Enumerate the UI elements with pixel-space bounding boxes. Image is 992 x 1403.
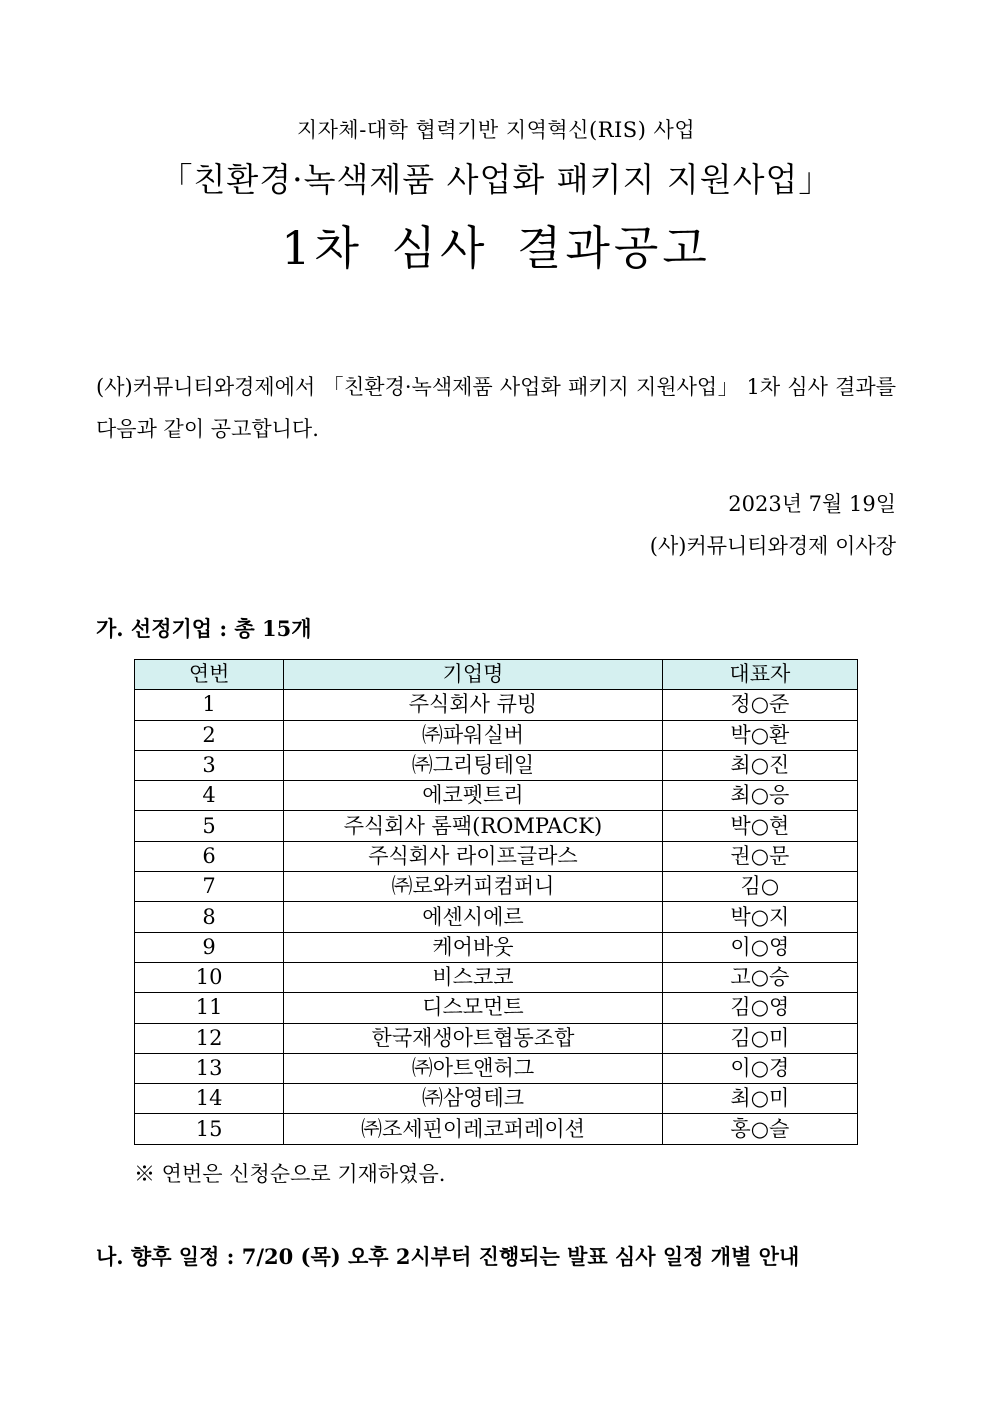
section-b-heading: 나. 향후 일정 : 7/20 (목) 오후 2시부터 진행되는 발표 심사 일정 개별 안내 [96, 1244, 800, 1269]
representative: 최○미 [662, 1084, 857, 1114]
table-row [135, 872, 858, 902]
company-name: 디스모먼트 [284, 993, 663, 1023]
company-name: 주식회사 롬팩(ROMPACK) [284, 811, 663, 841]
table-row [135, 1114, 858, 1144]
table-row [135, 993, 858, 1023]
table-row [135, 1023, 858, 1053]
representative: 권○문 [662, 841, 857, 871]
company-name: ㈜로와커피컴퍼니 [284, 872, 663, 902]
representative: 홍○슬 [662, 1114, 857, 1144]
company-name: ㈜삼영테크 [284, 1084, 663, 1114]
representative: 최○진 [662, 750, 857, 780]
representative: 이○영 [662, 932, 857, 962]
table-header-row [135, 660, 858, 690]
company-name: 한국재생아트협동조합 [284, 1023, 663, 1053]
row-number: 15 [135, 1114, 284, 1144]
row-number: 4 [135, 781, 284, 811]
table-note: ※ 연번은 신청순으로 기재하였음. [134, 1162, 446, 1186]
row-number: 9 [135, 932, 284, 962]
representative: 박○현 [662, 811, 857, 841]
representative: 김○영 [662, 993, 857, 1023]
section-a-heading: 가. 선정기업 : 총 15개 [96, 616, 312, 641]
representative: 고○승 [662, 962, 857, 992]
representative: 이○경 [662, 1053, 857, 1083]
row-number: 13 [135, 1053, 284, 1083]
representative: 김○미 [662, 1023, 857, 1053]
company-name: 에센시에르 [284, 902, 663, 932]
company-name: ㈜그리팅테일 [284, 750, 663, 780]
row-number: 2 [135, 720, 284, 750]
table-row [135, 781, 858, 811]
table-row [135, 1084, 858, 1114]
intro-paragraph: (사)커뮤니티와경제에서 「친환경·녹색제품 사업화 패키지 지원사업」 1차 심사 결과를 다음과 같이 공고합니다. [96, 375, 896, 441]
table-row [135, 720, 858, 750]
row-number: 8 [135, 902, 284, 932]
row-number: 11 [135, 993, 284, 1023]
table-row [135, 841, 858, 871]
program-title: 「친환경·녹색제품 사업화 패키지 지원사업」 [159, 160, 833, 199]
table-row [135, 1053, 858, 1083]
table-row [135, 902, 858, 932]
table-row [135, 811, 858, 841]
representative: 정○준 [662, 690, 857, 720]
column-header-company: 기업명 [284, 660, 663, 690]
company-name: 주식회사 라이프글라스 [284, 841, 663, 871]
row-number: 5 [135, 811, 284, 841]
company-name: 주식회사 큐빙 [284, 690, 663, 720]
row-number: 10 [135, 962, 284, 992]
row-number: 7 [135, 872, 284, 902]
representative: 최○응 [662, 781, 857, 811]
header-subtitle: 지자체-대학 협력기반 지역혁신(RIS) 사업 [296, 118, 696, 142]
company-name: 비스코코 [284, 962, 663, 992]
company-name: ㈜파워실버 [284, 720, 663, 750]
company-name: 에코펫트리 [284, 781, 663, 811]
table-row [135, 690, 858, 720]
issuer: (사)커뮤니티와경제 이사장 [649, 534, 896, 558]
representative: 박○지 [662, 902, 857, 932]
column-header-number: 연번 [135, 660, 284, 690]
row-number: 14 [135, 1084, 284, 1114]
company-name: 케어바웃 [284, 932, 663, 962]
company-name: ㈜조세핀이레코퍼레이션 [284, 1114, 663, 1144]
page-title: 1차 심사 결과공고 [281, 221, 711, 275]
selected-companies-table [134, 659, 858, 1145]
row-number: 3 [135, 750, 284, 780]
row-number: 6 [135, 841, 284, 871]
table-row [135, 750, 858, 780]
row-number: 12 [135, 1023, 284, 1053]
table-row [135, 932, 858, 962]
company-name: ㈜아트앤허그 [284, 1053, 663, 1083]
representative: 김○ [662, 872, 857, 902]
column-header-representative: 대표자 [662, 660, 857, 690]
row-number: 1 [135, 690, 284, 720]
announcement-date: 2023년 7월 19일 [728, 492, 896, 516]
representative: 박○환 [662, 720, 857, 750]
table-row [135, 962, 858, 992]
